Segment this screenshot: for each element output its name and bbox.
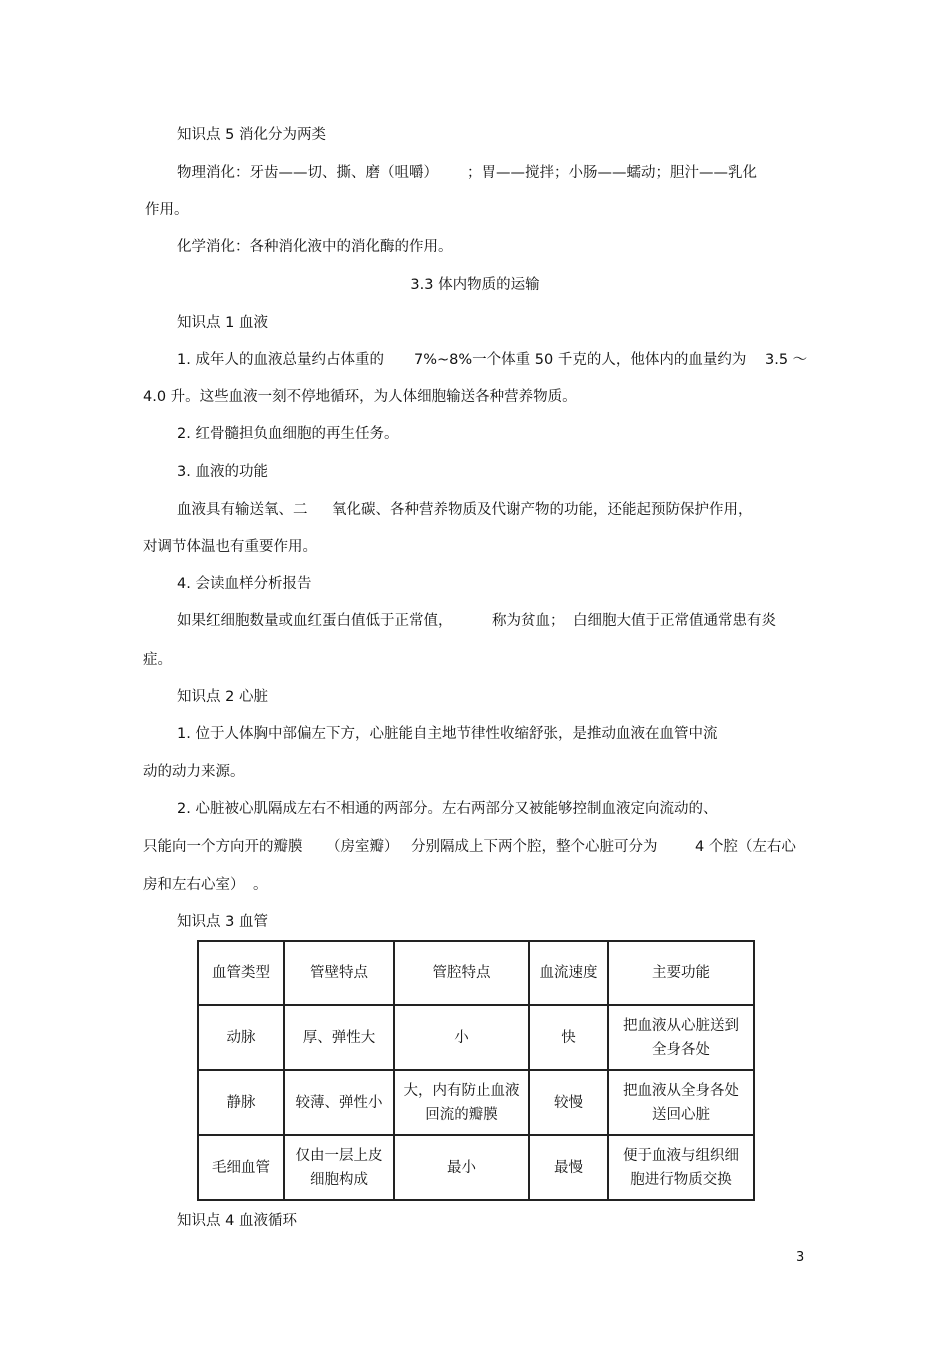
paragraph-heart-structure-cont <box>143 837 813 857</box>
table-cell: 仅由一层上皮 细胞构成 <box>284 1135 394 1200</box>
text: 知识点 4 血液循环 <box>177 1213 297 1229</box>
text: 化学消化：各种消化液中的消化酶的作用。 <box>177 239 453 255</box>
table-cell: 把血液从心脏送到 全身各处 <box>608 1005 754 1070</box>
text: 知识点 5 消化分为两类 <box>177 127 326 143</box>
text: ；胃——搅拌；小肠——蠕动；胆汁——乳化 <box>467 165 757 181</box>
text: 物理消化：牙齿——切、撕、磨（咀嚼） <box>177 165 438 181</box>
table-cell: 最小 <box>394 1135 529 1200</box>
text: 知识点 1 血液 <box>177 315 268 331</box>
table-cell: 毛细血管 <box>198 1135 284 1200</box>
table-header-cell: 血流速度 <box>529 941 608 1005</box>
table-row <box>198 1070 754 1135</box>
text: 白细胞大值于正常值通常患有炎 <box>573 613 776 629</box>
table-header-cell: 管壁特点 <box>284 941 394 1005</box>
text: 3.3 体内物质的运输 <box>410 277 540 293</box>
table-header-cell: 管腔特点 <box>394 941 529 1005</box>
table-cell: 便于血液与组织细 胞进行物质交换 <box>608 1135 754 1200</box>
section-title <box>0 275 950 295</box>
paragraph-blood-report <box>177 611 817 631</box>
text: 1. 成年人的血液总量约占体重的 <box>177 352 384 368</box>
text: 4.0 升。这些血液一刻不停地循环，为人体细胞输送各种营养物质。 <box>143 389 577 405</box>
text: 分别隔成上下两个腔，整个心脏可分为 <box>411 839 658 855</box>
text: 7%~8%一个体重 50 千克的人，他体内的血量约为 <box>414 352 747 368</box>
table-header-row <box>198 941 754 1005</box>
table-cell: 静脉 <box>198 1070 284 1135</box>
text: 称为贫血； <box>492 613 565 629</box>
text: 动的动力来源。 <box>143 764 245 780</box>
table-row <box>198 1005 754 1070</box>
text: 对调节体温也有重要作用。 <box>143 539 317 555</box>
table-cell: 较慢 <box>529 1070 608 1135</box>
text: 作用。 <box>145 202 189 218</box>
text: 如果红细胞数量或血红蛋白值低于正常值， <box>177 613 453 629</box>
table-cell: 较薄、弹性小 <box>284 1070 394 1135</box>
table-cell: 快 <box>529 1005 608 1070</box>
text: 4 个腔（左右心 <box>695 839 796 855</box>
paragraph-heart-structure-end <box>143 875 343 895</box>
table-header-cell: 主要功能 <box>608 941 754 1005</box>
table-cell: 大，内有防止血液 回流的瓣膜 <box>394 1070 529 1135</box>
table-cell: 最慢 <box>529 1135 608 1200</box>
text: 2. 心脏被心肌隔成左右不相通的两部分。左右两部分又被能够控制血液定向流动的、 <box>177 801 718 817</box>
text: 血液具有输送氧、二 <box>177 502 308 518</box>
text: 症。 <box>143 652 172 668</box>
table-cell: 把血液从全身各处 送回心脏 <box>608 1070 754 1135</box>
paragraph-blood-function <box>177 500 817 520</box>
table-header-cell: 血管类型 <box>198 941 284 1005</box>
text: 知识点 3 血管 <box>177 914 268 930</box>
blood-vessel-table <box>197 940 755 1201</box>
text: 1. 位于人体胸中部偏左下方，心脏能自主地节律性收缩舒张，是推动血液在血管中流 <box>177 726 718 742</box>
table-cell: 小 <box>394 1005 529 1070</box>
text: 知识点 2 心脏 <box>177 689 268 705</box>
text: （房室瓣） <box>326 839 399 855</box>
text: 3.5 ～ <box>765 352 808 368</box>
text: 。 <box>253 877 268 893</box>
paragraph-physical-digestion <box>177 163 817 183</box>
text: 4. 会读血样分析报告 <box>177 576 312 592</box>
table-row <box>198 1135 754 1200</box>
text: 房和左右心室） <box>143 877 245 893</box>
paragraph-blood-volume <box>177 350 817 370</box>
text: 氧化碳、各种营养物质及代谢产物的功能，还能起预防保护作用， <box>332 502 753 518</box>
table-cell: 厚、弹性大 <box>284 1005 394 1070</box>
text: 2. 红骨髓担负血细胞的再生任务。 <box>177 426 399 442</box>
text: 3. 血液的功能 <box>177 464 268 480</box>
page-number: 3 <box>796 1250 805 1265</box>
table-cell: 动脉 <box>198 1005 284 1070</box>
text: 只能向一个方向开的瓣膜 <box>143 839 303 855</box>
